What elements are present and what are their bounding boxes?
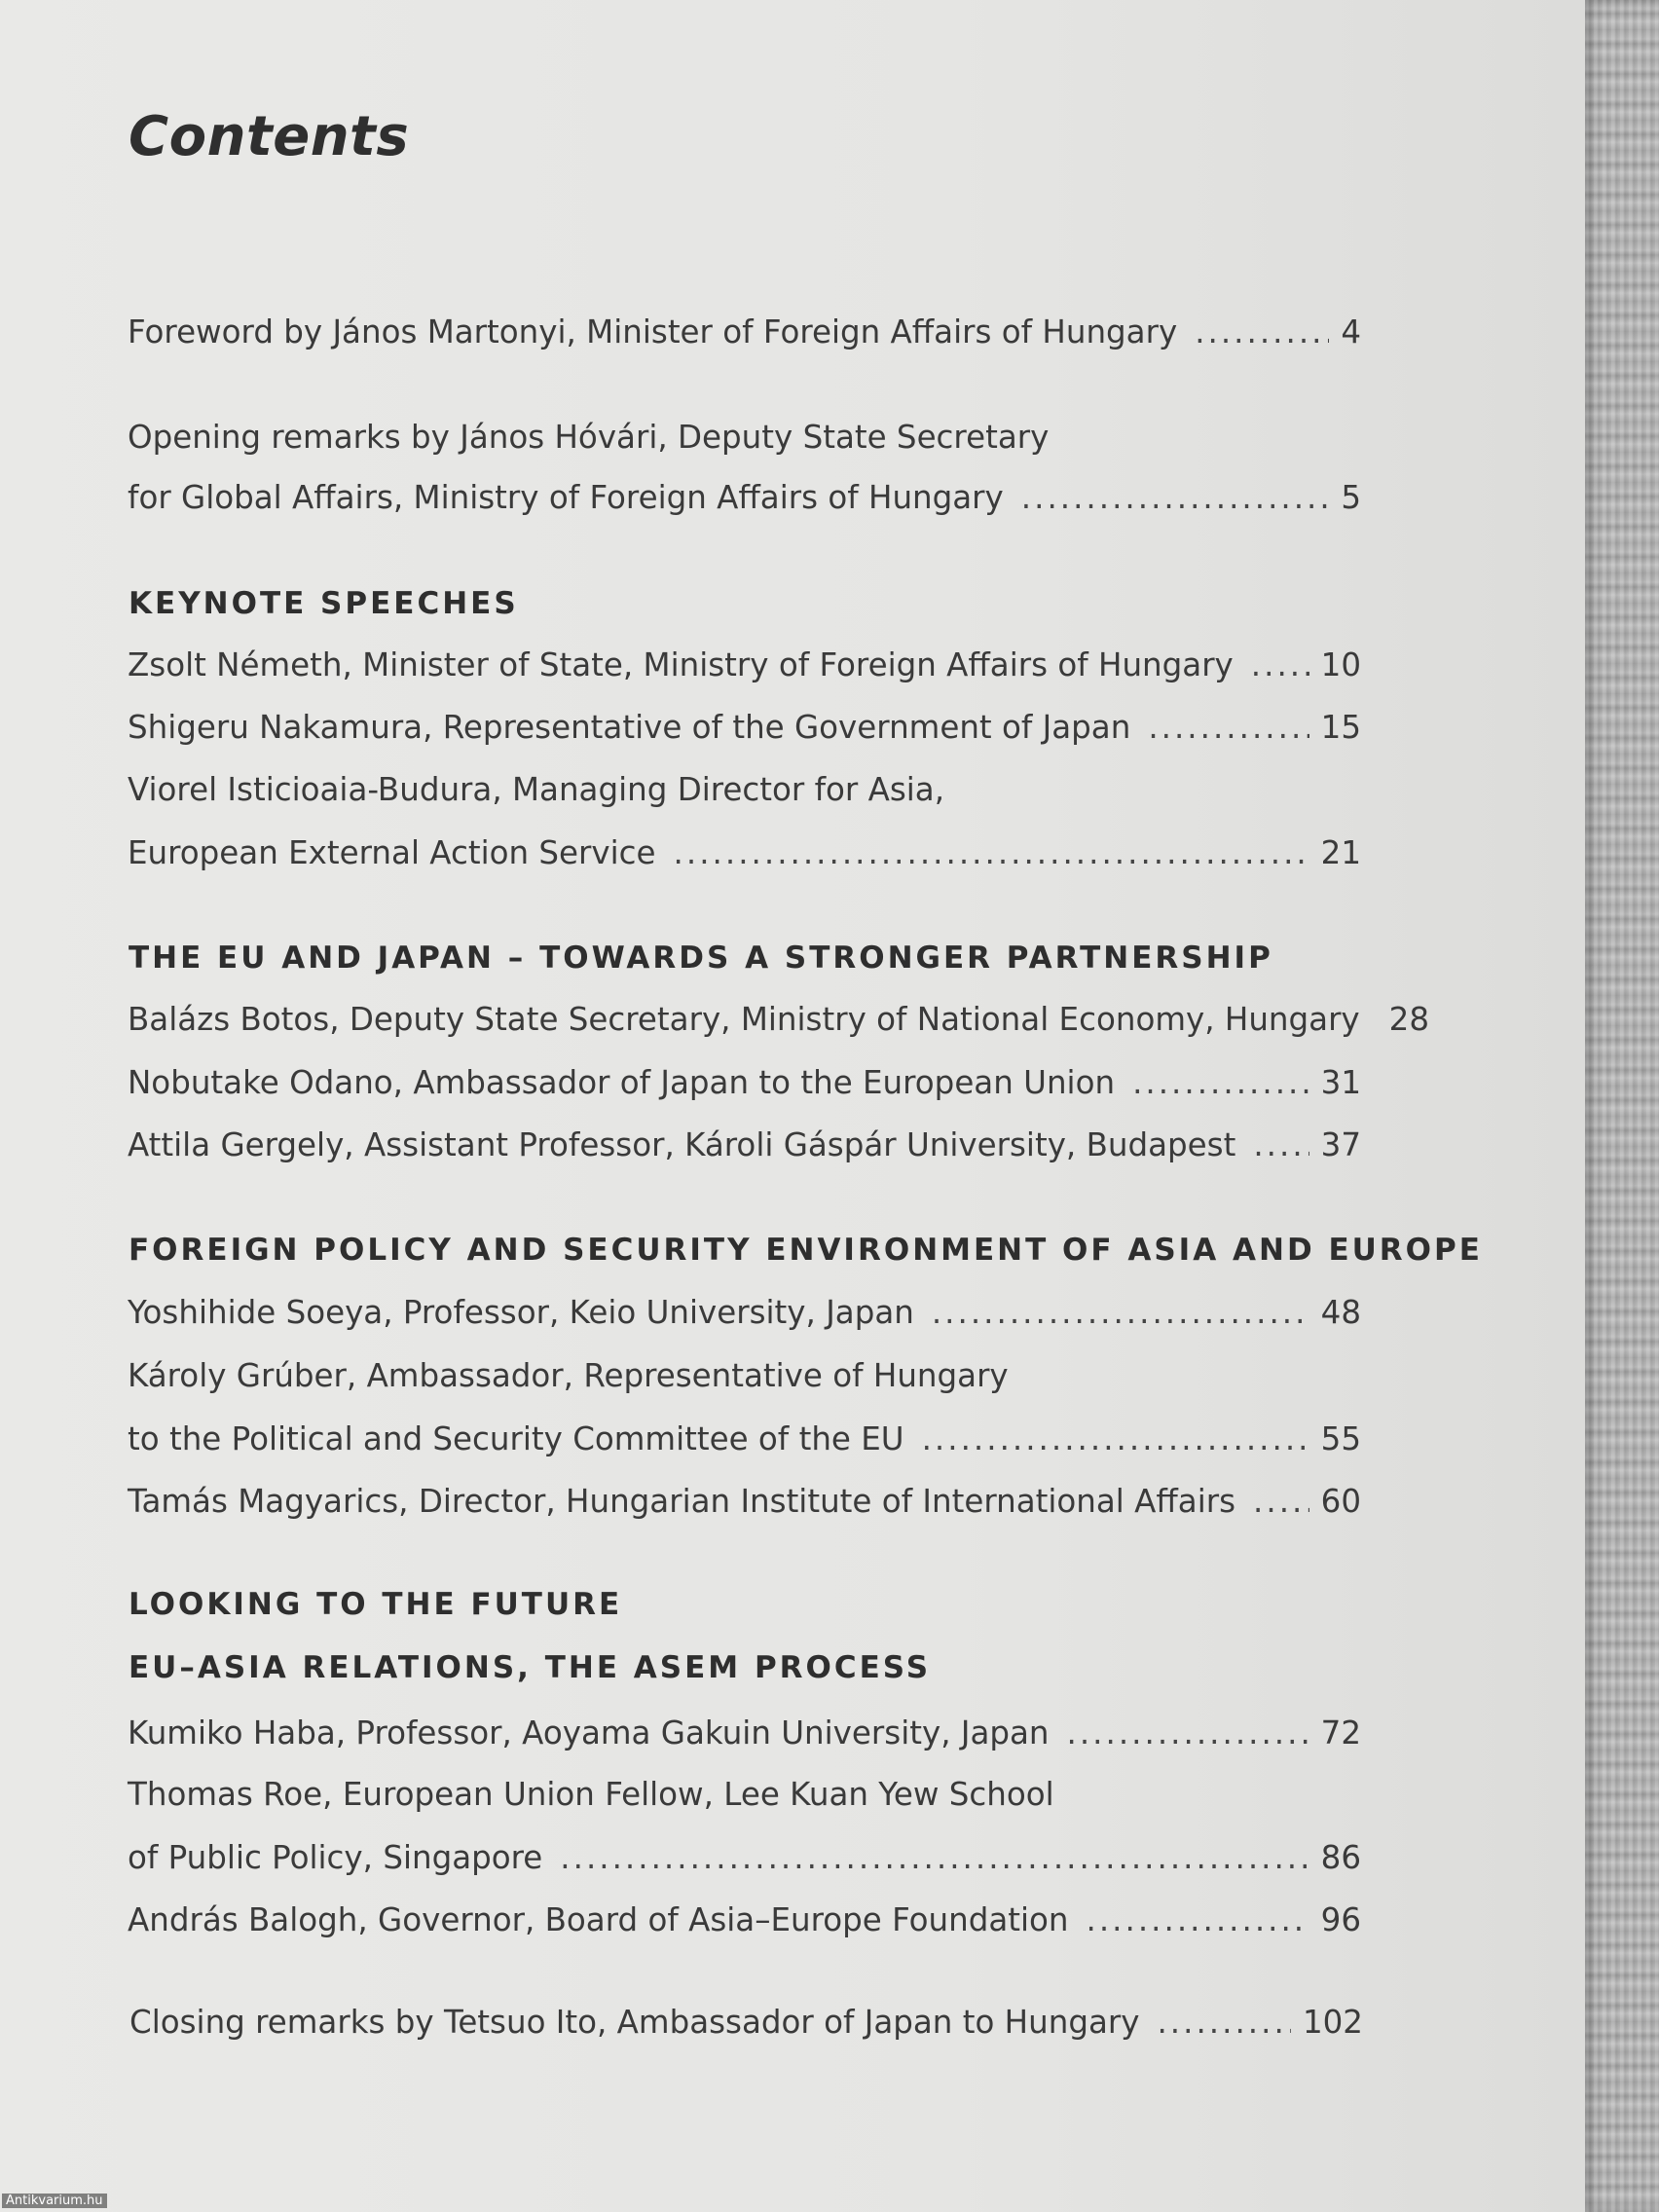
toc-entry-text: Closing remarks by Tetsuo Ito, Ambassador of Japan to Hungary: [129, 2004, 1140, 2041]
leader-dots: [922, 1417, 1309, 1461]
toc-page-number: 60: [1320, 1483, 1361, 1520]
toc-entry-opening-line1: [128, 415, 1361, 460]
toc-page-number: 86: [1320, 1839, 1361, 1876]
toc-entry-text: Thomas Roe, European Union Fellow, Lee Kuan Yew School: [128, 1776, 1054, 1813]
toc-entry-text: Foreword by János Martonyi, Minister of Foreign Affairs of Hungary: [128, 313, 1178, 350]
toc-entry-roe-line1: [128, 1772, 1361, 1817]
toc-entry-text: Kumiko Haba, Professor, Aoyama Gakuin University, Japan: [128, 1714, 1050, 1751]
toc-entry-haba: [128, 1711, 1361, 1755]
toc-page-number: 10: [1320, 646, 1361, 683]
toc-entry-odano: [128, 1060, 1361, 1105]
toc-entry-closing: [129, 2000, 1363, 2045]
toc-entry-text: for Global Affairs, Ministry of Foreign Affairs of Hungary: [128, 479, 1004, 516]
toc-entry-text: Yoshihide Soeya, Professor, Keio University, Japan: [128, 1294, 914, 1331]
leader-dots: [1251, 643, 1309, 687]
leader-dots: [674, 830, 1309, 875]
page-title: Contents: [129, 105, 410, 168]
toc-entry-text: Viorel Isticioaia-Budura, Managing Director for Asia,: [128, 771, 945, 808]
toc-entry-text: Károly Grúber, Ambassador, Representative of Hungary: [128, 1357, 1009, 1394]
leader-dots: [1132, 1060, 1309, 1105]
toc-page-number: 4: [1341, 313, 1361, 350]
toc-page-number: 15: [1320, 709, 1361, 746]
toc-entry-text: Balázs Botos, Deputy State Secretary, Ministry of National Economy, Hungary: [128, 1001, 1360, 1038]
toc-entry-text: Shigeru Nakamura, Representative of the Government of Japan: [128, 709, 1131, 746]
section-heading-keynote: KEYNOTE SPEECHES: [129, 586, 519, 621]
leader-dots: [1195, 310, 1329, 354]
toc-entry-text: Tamás Magyarics, Director, Hungarian Institute of International Affairs: [128, 1483, 1236, 1520]
toc-page-number: 48: [1320, 1294, 1361, 1331]
leader-dots: [1021, 475, 1330, 520]
toc-entry-nakamura: [128, 705, 1361, 750]
toc-entry-text: András Balogh, Governor, Board of Asia–Europe Foundation: [128, 1901, 1069, 1938]
toc-entry-botos: [128, 997, 1430, 1042]
toc-entry-text: Attila Gergely, Assistant Professor, Károli Gáspár University, Budapest: [128, 1126, 1236, 1163]
toc-entry-text: of Public Policy, Singapore: [128, 1839, 543, 1876]
toc-entry-gruber-line2: [128, 1417, 1361, 1461]
toc-entry-text: European External Action Service: [128, 834, 656, 871]
toc-entry-text: Zsolt Németh, Minister of State, Ministry of Foreign Affairs of Hungary: [128, 646, 1234, 683]
toc-entry-roe-line2: [128, 1835, 1361, 1880]
toc-entry-gruber-line1: [128, 1353, 1361, 1398]
toc-entry-text: to the Political and Security Committee of the EU: [128, 1420, 904, 1457]
toc-page-number: 72: [1320, 1714, 1361, 1751]
section-heading-foreign-policy: FOREIGN POLICY AND SECURITY ENVIRONMENT OF ASIA AND EUROPE: [129, 1233, 1483, 1268]
toc-entry-soeya: [128, 1290, 1361, 1335]
leader-dots: [1087, 1898, 1309, 1942]
toc-page-number: 28: [1388, 1001, 1430, 1038]
section-heading-future: LOOKING TO THE FUTURE: [129, 1587, 623, 1622]
toc-entry-text: Opening remarks by János Hóvári, Deputy State Secretary: [128, 419, 1050, 456]
toc-entry-balogh: [128, 1898, 1361, 1942]
toc-entry-nemeth: [128, 643, 1361, 687]
leader-dots: [1157, 2000, 1290, 2045]
watermark: Antikvarium.hu: [2, 2194, 107, 2208]
toc-page-number: 102: [1302, 2004, 1363, 2041]
book-edge: [1585, 0, 1659, 2212]
leader-dots: [1148, 705, 1309, 750]
section-heading-eu-japan: THE EU AND JAPAN – TOWARDS A STRONGER PARTNERSHIP: [129, 940, 1273, 976]
toc-entry-text: Nobutake Odano, Ambassador of Japan to the European Union: [128, 1064, 1116, 1101]
toc-page-number: 31: [1320, 1064, 1361, 1101]
toc-entry-magyarics: [128, 1479, 1361, 1524]
toc-entry-gergely: [128, 1123, 1361, 1167]
section-heading-asem: EU–ASIA RELATIONS, THE ASEM PROCESS: [129, 1650, 932, 1685]
toc-page-number: 5: [1341, 479, 1361, 516]
toc-page-number: 21: [1320, 834, 1361, 871]
toc-entry-isticioaia-line1: [128, 767, 1361, 812]
leader-dots: [1253, 1123, 1309, 1167]
leader-dots: [560, 1835, 1309, 1880]
toc-entry-opening-line2: [128, 475, 1361, 520]
leader-dots: [932, 1290, 1309, 1335]
toc-entry-foreword: [128, 310, 1361, 354]
toc-page-number: 37: [1320, 1126, 1361, 1163]
toc-page-number: 55: [1320, 1420, 1361, 1457]
leader-dots: [1253, 1479, 1309, 1524]
toc-entry-isticioaia-line2: [128, 830, 1361, 875]
leader-dots: [1067, 1711, 1309, 1755]
toc-page-number: 96: [1320, 1901, 1361, 1938]
